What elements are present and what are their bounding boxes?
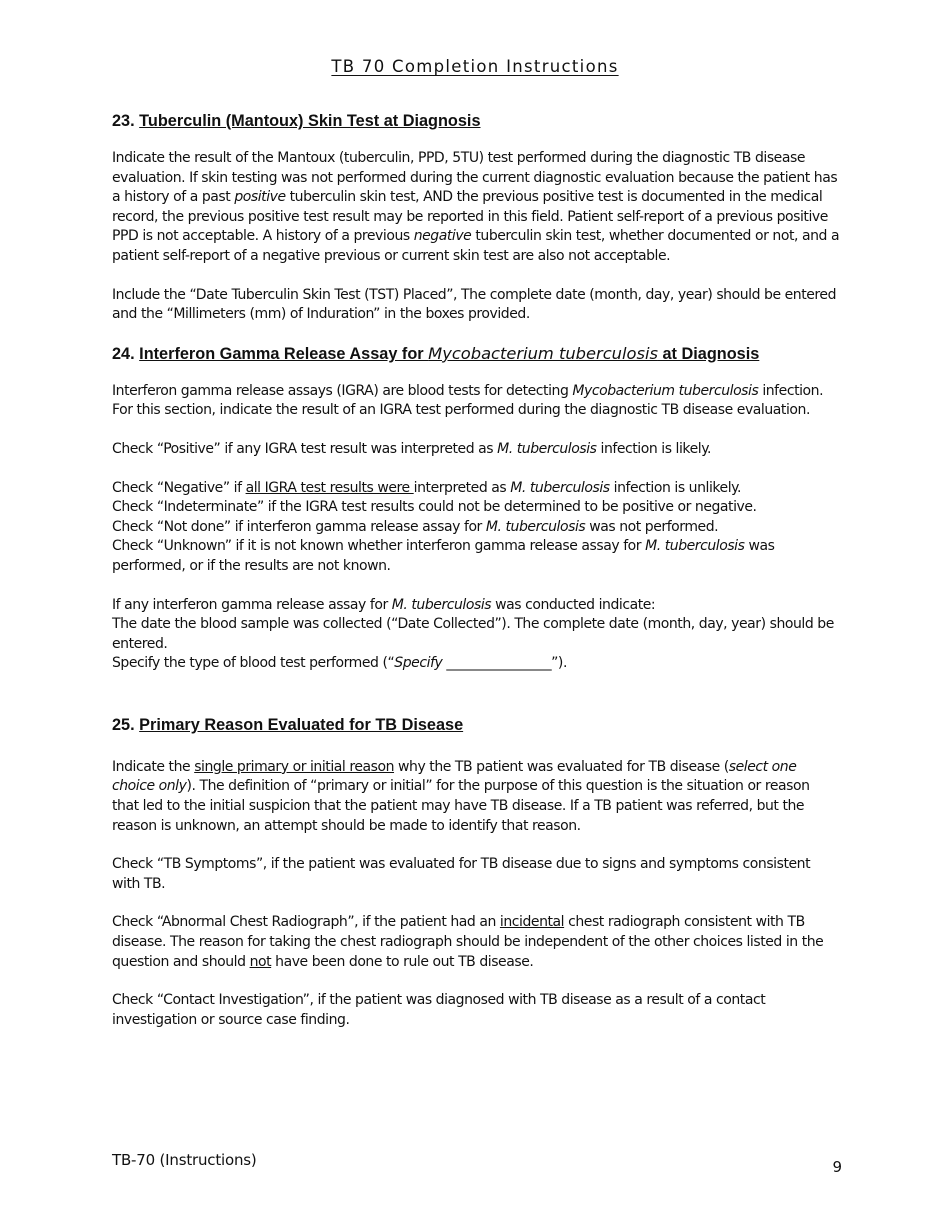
section-24-title [139, 345, 759, 363]
underlined-text: incidental [499, 914, 565, 931]
emphasis-negative: negative [413, 228, 472, 245]
section-23-paragraph-2: Include the “Date Tuberculin Skin Test (TST) Placed”, The complete date (month, day, year) should be entered and the “Millimeters (mm) of Induration” in the boxes provided. [112, 286, 837, 323]
check-abnormal-radiograph-instruction [112, 913, 840, 972]
page-title: TB 70 Completion Instructions [331, 57, 619, 76]
species-name: M. tuberculosis [510, 479, 610, 496]
species-name: Mycobacterium tuberculosis [572, 382, 759, 399]
conducted-instruction [112, 596, 840, 616]
text-run: infection is likely. [596, 440, 712, 457]
text-run: have been done to rule out TB disease. [271, 953, 534, 970]
section-25-title: Primary Reason Evaluated for TB Disease [139, 715, 464, 734]
text-run: Check “Unknown” if it is not known whether interferon gamma release assay for [112, 538, 646, 555]
underlined-text: single primary or initial reason [194, 758, 395, 775]
check-not-done-instruction [112, 518, 840, 538]
emphasis-positive: positive [234, 189, 286, 206]
text-run: why the TB patient was evaluated for TB disease ( [394, 758, 729, 775]
section-23-paragraph-1 [112, 149, 840, 267]
text-run: If any interferon gamma release assay for [112, 596, 392, 613]
text-run: was conducted indicate: [491, 596, 656, 613]
page-number: 9 [832, 1158, 842, 1176]
specify-blank: Specify ________________ [394, 655, 552, 672]
specify-test-instruction [112, 654, 840, 674]
text-run: Indicate the result of the Mantoux (tuberculin, PPD, 5TU) test performed during the diagnostic TB disease evaluation. If skin testing was not performed during the current diagnostic evaluation because the patient has a history of a past [112, 150, 838, 206]
section-23-number: 23. [112, 112, 135, 130]
underlined-text: not [249, 953, 272, 970]
check-positive-instruction [112, 440, 840, 460]
text-run: ”). [551, 655, 567, 672]
text-run: infection. For this section, indicate the result of an IGRA test performed during the diagnostic TB disease evaluation. [112, 382, 824, 419]
text-run: Check “Positive” if any IGRA test result was interpreted as [112, 440, 498, 457]
text-run: ). The definition of “primary or initial” for the purpose of this question is the situation or reason that led to the initial suspicion that the patient may have TB disease. If a TB patient was referred, but the reason is unknown, an attempt should be made to identify that reason. [112, 778, 810, 834]
document-body [112, 110, 840, 1030]
footer-form-name: TB-70 (Instructions) [112, 1151, 257, 1169]
section-24-number: 24. [112, 344, 135, 363]
section-23-heading [112, 110, 840, 132]
text-run: interpreted as [413, 479, 511, 496]
check-indeterminate-instruction: Check “Indeterminate” if the IGRA test results could not be determined to be positive or negative. [112, 499, 757, 516]
text-run: at Diagnosis [657, 344, 760, 363]
species-name: M. tuberculosis [391, 596, 492, 613]
text-run: Indicate the [112, 758, 195, 775]
section-23-title: Tuberculin (Mantoux) Skin Test at Diagnosis [139, 112, 481, 130]
text-run: was performed, or if the results are not known. [112, 538, 775, 574]
text-run: infection is unlikely. [609, 479, 742, 496]
check-unknown-instruction [112, 537, 840, 576]
section-25-heading [112, 714, 840, 736]
species-name: M. tuberculosis [645, 538, 745, 555]
species-name: M. tuberculosis [497, 440, 597, 457]
species-name: Mycobacterium tuberculosis [428, 343, 658, 363]
text-run: Check “Negative” if [112, 479, 246, 496]
text-run: Specify the type of blood test performed (“ [112, 655, 395, 672]
check-tb-symptoms-instruction: Check “TB Symptoms”, if the patient was evaluated for TB disease due to signs and symptoms consistent with TB. [112, 856, 811, 892]
section-25-number: 25. [112, 715, 135, 734]
species-name: M. tuberculosis [485, 518, 586, 535]
date-collected-instruction: The date the blood sample was collected (“Date Collected”). The complete date (month, day, year) should be entered. [112, 616, 834, 652]
text-run: Interferon gamma release assays (IGRA) are blood tests for detecting [112, 382, 573, 399]
text-run: chest radiograph consistent with TB disease. The reason for taking the chest radiograph should be independent of the other choices listed in the question and should [112, 914, 824, 970]
section-25-paragraph-1 [112, 758, 840, 836]
text-run: was not performed. [585, 518, 719, 535]
text-run: tuberculin skin test, whether documented or not, and a patient self-report of a negative previous or current skin test are also not acceptable. [112, 228, 840, 264]
check-negative-instruction [112, 479, 840, 499]
underlined-text: all IGRA test results were [245, 479, 414, 496]
emphasis-text: select one choice only [112, 758, 797, 795]
section-24-heading [112, 343, 840, 365]
text-run: Check “Abnormal Chest Radiograph”, if the patient had an [112, 914, 500, 931]
text-run: Interferon Gamma Release Assay for [139, 344, 429, 363]
page-header [0, 57, 950, 76]
check-contact-investigation-instruction: Check “Contact Investigation”, if the patient was diagnosed with TB disease as a result of a contact investigation or source case finding. [112, 992, 766, 1028]
text-run: Check “Not done” if interferon gamma release assay for [112, 518, 486, 535]
section-24-paragraph-1 [112, 382, 840, 421]
text-run: tuberculin skin test, AND the previous positive test is documented in the medical record, the previous positive test result may be reported in this field. Patient self-report of a previous positive PPD is not acceptable. A history of a previous [112, 189, 828, 245]
